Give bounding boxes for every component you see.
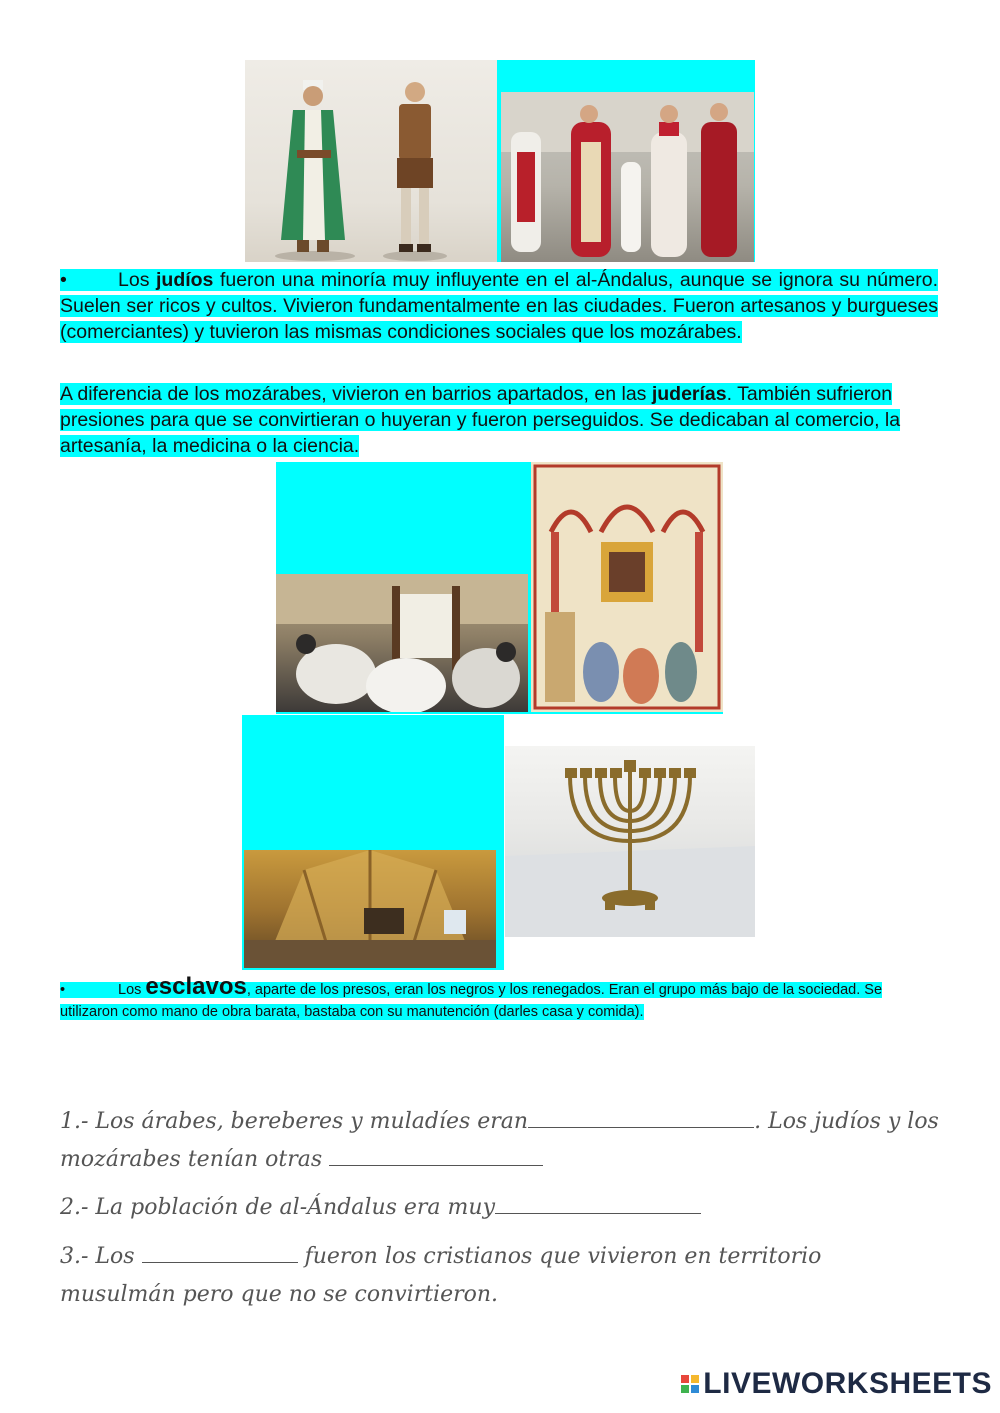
paragraph-juderias-text [60,383,900,457]
paragraph-esclavos-text [60,973,883,1020]
question-1 [60,1103,940,1179]
costumes-illustration-svg [245,60,497,262]
logo-mark-icon [681,1375,699,1393]
answer-input-1b[interactable] [329,1143,543,1166]
question-2 [60,1189,940,1227]
manuscript-image [531,462,723,712]
question-2-text: 2.- La población de al-Ándalus era muy [60,1195,495,1220]
paragraph-juderias-post: . También sufrieron presiones para que se convirtieran o huyeran y fueron perseguidos. Se dedicaban al comercio, la artesanía, la medicina o la ciencia. [60,383,901,457]
question-1-part-a: 1.- Los árabes, bereberes y muladíes eran [60,1109,529,1134]
menorah-photo-svg [505,746,755,937]
costumes-illustration [245,60,497,262]
answer-input-3[interactable] [142,1240,298,1263]
paragraph-esclavos-post: , aparte de los presos, eran los negros y los renegados. Eran el grupo más bajo de la sociedad. Se utilizaron como mano de obra barata, bastaba con su manutención (darles casa y comida). [60,982,883,1020]
prayer-photo [276,574,528,712]
liveworksheets-logo [681,1367,992,1401]
question-3-part-a: 3.- Los [60,1244,135,1269]
menorah-photo [505,746,755,937]
bullet-icon: • [60,982,66,998]
question-3-part-b: fueron los cristianos que vivieron en territorio musulmán pero que no se convirtieron. [60,1244,822,1307]
logo-text: LIVEWORKSHEETS [703,1367,992,1400]
keyword-juderias: juderías [651,383,727,405]
answer-input-1a[interactable] [528,1105,754,1128]
paragraph-esclavos [60,973,940,1023]
prayer-photo-svg [276,574,528,712]
paragraph-judios [60,267,938,345]
paragraph-judios-post: fueron una minoría muy influyente en el al-Ándalus, aunque se ignora su número. Suelen ser ricos y cultos. Vivieron fundamentalmente en las ciudades. Fueron artesanos y burgueses (comerciantes) y tuvieron las mismas condiciones sociales que los mozárabes. [60,269,938,343]
keyword-judios: judíos [155,269,214,291]
synagogue-interior-photo [244,850,496,968]
paragraph-esclavos-pre: Los [118,982,146,998]
paragraph-judios-text [60,269,938,343]
bullet-icon: • [60,269,67,291]
question-1-part-b: . Los judíos y los mozárabes tenían otras [60,1109,939,1172]
procession-photo-svg [501,92,754,262]
manuscript-image-svg [531,462,723,712]
paragraph-juderias [60,381,938,459]
procession-photo [501,92,754,262]
answer-input-2[interactable] [495,1191,701,1214]
paragraph-juderias-pre: A diferencia de los mozárabes, vivieron en barrios apartados, en las [60,383,652,405]
synagogue-interior-photo-svg [244,850,496,968]
paragraph-judios-pre: Los [118,269,156,291]
keyword-esclavos: esclavos [145,973,247,1000]
question-3 [60,1238,940,1314]
